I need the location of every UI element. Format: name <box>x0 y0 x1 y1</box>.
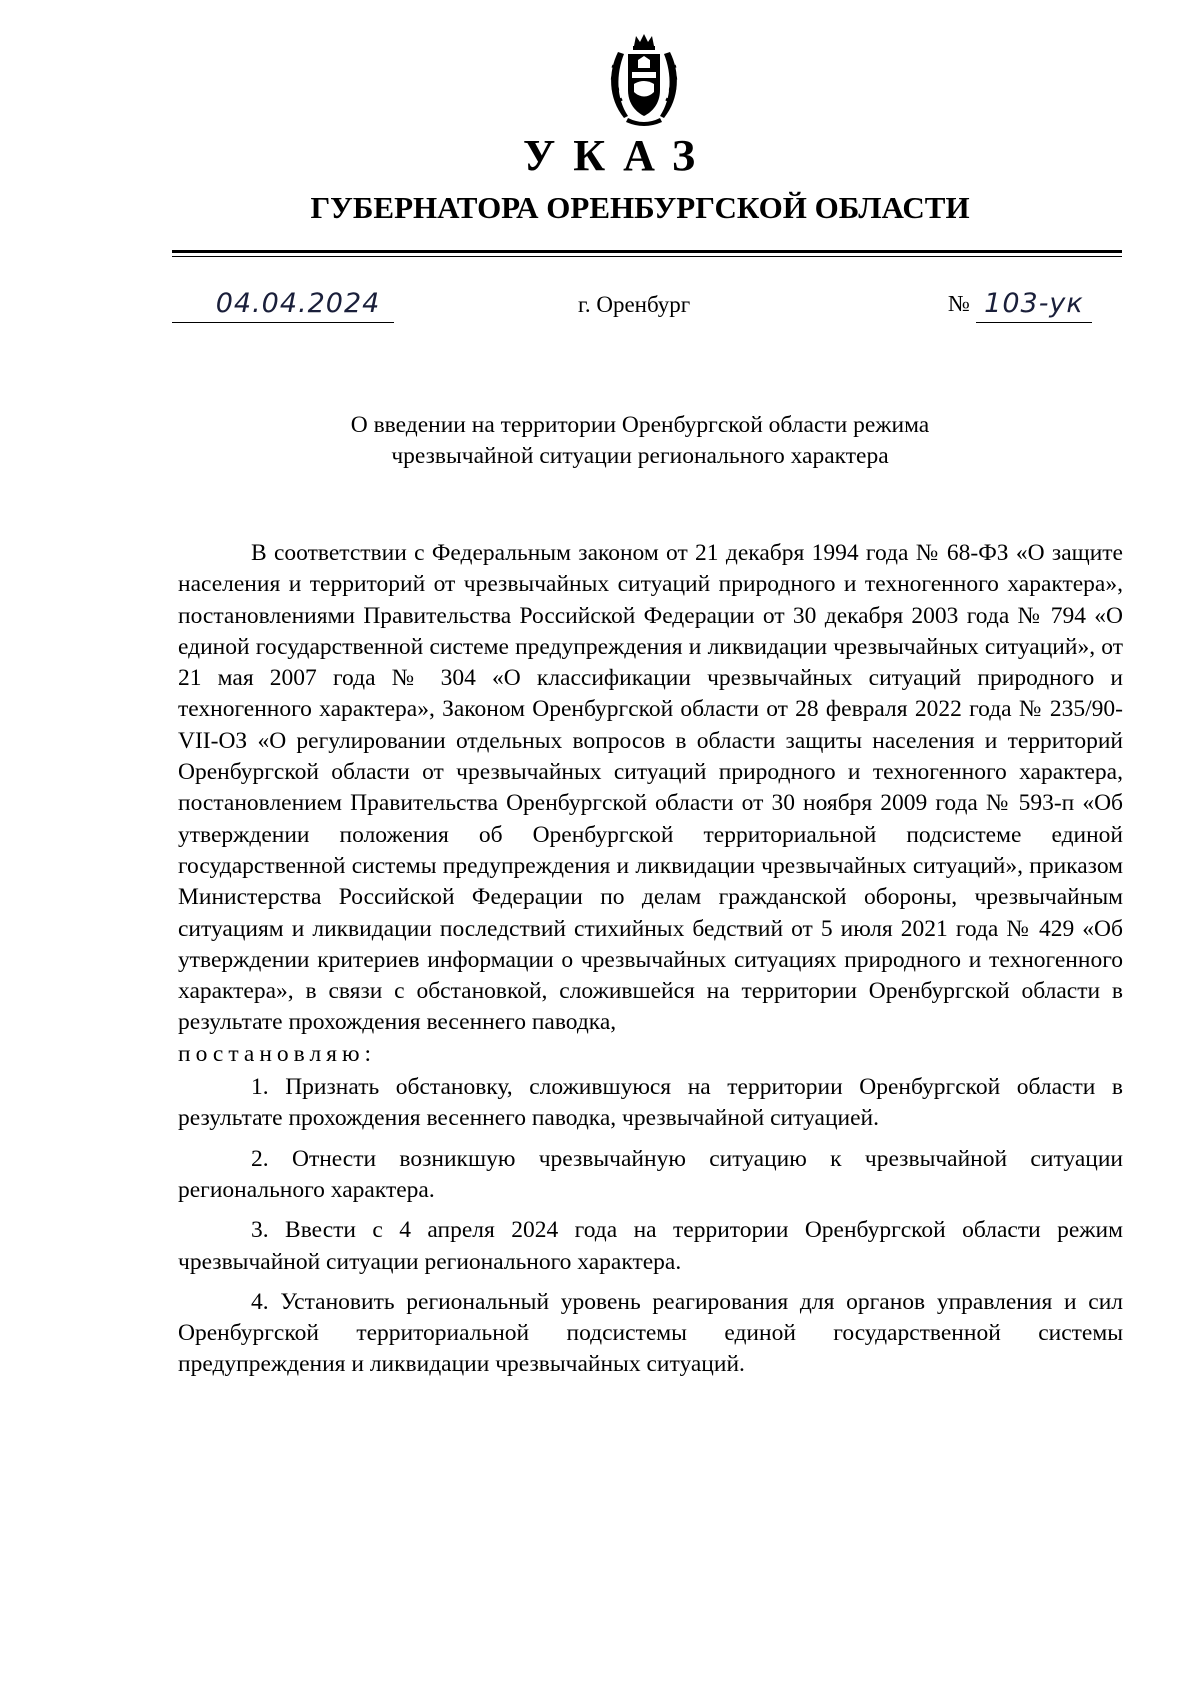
decree-body <box>178 538 1123 1381</box>
decree-heading <box>0 410 1200 472</box>
city-label: г. Оренбург <box>578 292 691 317</box>
number-value-line <box>976 286 1092 323</box>
decree-item-4: 4. Установить региональный уровень реагирования для органов управления и сил Оренбургской территориальной подсистемы единой государственной системы предупреждения и ликвидации чрезвычайных ситуаций. <box>178 1288 1123 1378</box>
handwritten-date: 04.04.2024 <box>215 288 381 319</box>
number-label: № <box>948 291 970 316</box>
decree-word-line <box>178 1039 1123 1070</box>
heading-line-2: чрезвычайной ситуации регионального характера <box>391 443 889 469</box>
handwritten-number: 103-ук <box>984 288 1084 319</box>
oblast-coat-of-arms-icon <box>604 32 684 128</box>
preamble-paragraph <box>178 538 1123 1039</box>
document-subtitle: ГУБЕРНАТОРА ОРЕНБУРГСКОЙ ОБЛАСТИ <box>310 190 970 225</box>
decree-word: постановляю: <box>178 1040 377 1067</box>
preamble-text: В соответствии с Федеральным законом от 21 декабря 1994 года № 68-ФЗ «О защите населения и территорий от чрезвычайных ситуаций природного и техногенного характера», постановлениями Правительства Российской Федерации от 30 декабря 2003 года № 794 «О единой государственной системе предупреждения и ликвидации чрезвычайных ситуаций», от 21 мая 2007 года № 304 «О классификации чрезвычайных ситуаций природного и техногенного характера», Законом Оренбургской области от 28 февраля 2022 года № 235/90-VII-ОЗ «О регулировании отдельных вопросов в области защиты населения и территорий Оренбургской области от чрезвычайных ситуаций природного и техногенного характера, постановлением Правительства Оренбургской области от 30 ноября 2009 года № 593-п «Об утверждении положения об Оренбургской территориальной подсистеме единой государственной системы предупреждения и ликвидации чрезвычайных ситуаций», приказом Министерства Российской Федерации по делам гражданской обороны, чрезвычайным ситуациям и ликвидации последствий стихийных бедствий от 5 июля 2021 года № 429 «Об утверждении критериев информации о чрезвычайных ситуациях природного и техногенного характера», в связи с обстановкой, сложившейся на территории Оренбургской области в результате прохождения весеннего паводка, <box>178 540 1123 1036</box>
date-field <box>172 286 394 323</box>
header-rule-thick <box>172 250 1122 253</box>
decree-item-1: 1. Признать обстановку, сложившуюся на территории Оренбургской области в результате прохождения весеннего паводка, чрезвычайной ситуацией. <box>178 1074 1123 1132</box>
decree-item-3: 3. Ввести с 4 апреля 2024 года на территории Оренбургской области режим чрезвычайной ситуации регионального характера. <box>178 1217 1123 1275</box>
header-rule-thin <box>172 256 1122 257</box>
heading-line-1: О введении на территории Оренбургской области режима <box>350 412 930 438</box>
decree-item-2: 2. Отнести возникшую чрезвычайную ситуацию к чрезвычайной ситуации регионального характера. <box>178 1145 1123 1203</box>
document-title: УКАЗ <box>522 131 714 180</box>
number-field <box>948 286 1118 322</box>
